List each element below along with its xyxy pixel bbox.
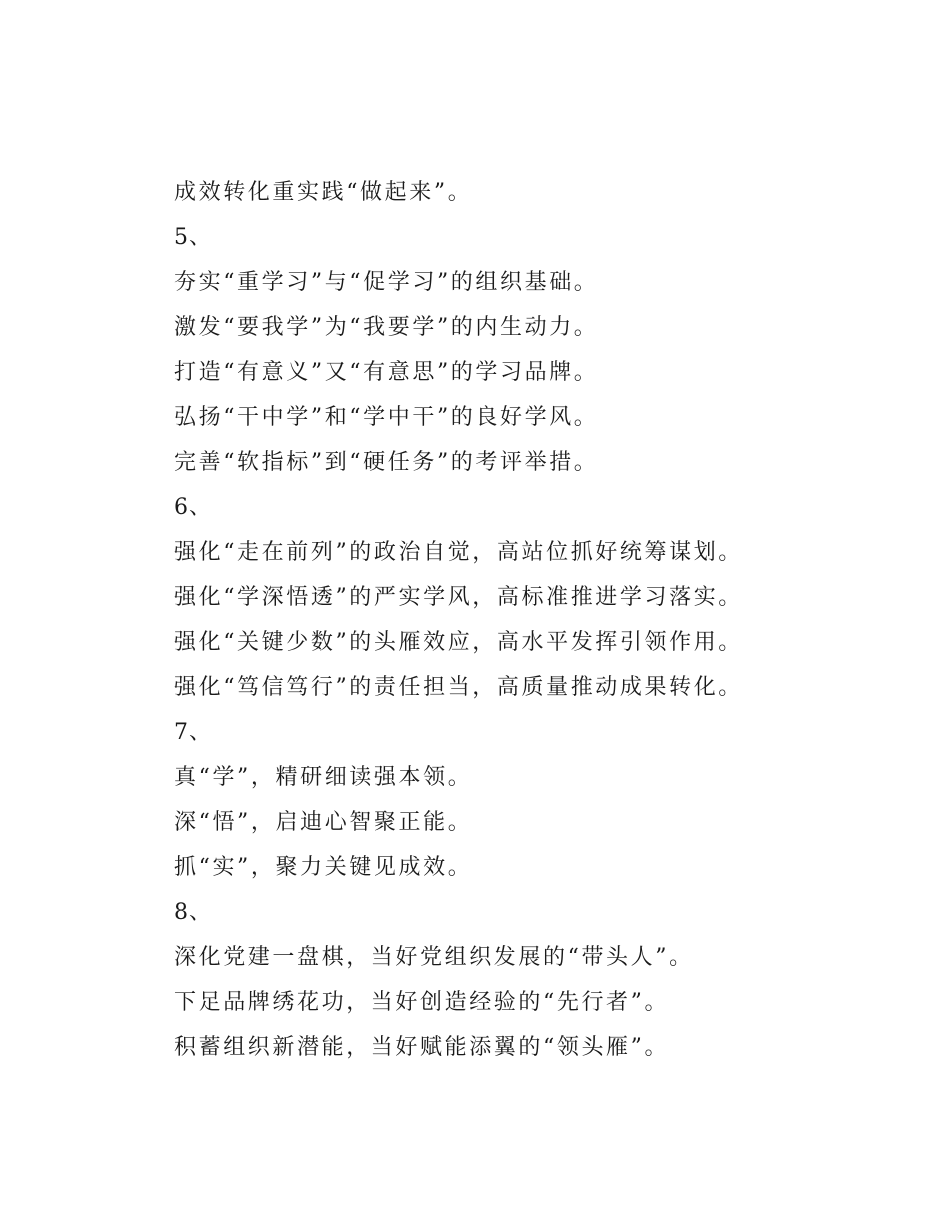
text-line: 激发“要我学”为“我要学”的内生动力。 [174,315,599,340]
text-line: 强化“走在前列”的政治自觉，高站位抓好统筹谋划。 [174,540,743,565]
text-line: 抓“实”，聚力关键见成效。 [174,855,473,880]
text-line: 强化“学深悟透”的严实学风，高标准推进学习落实。 [174,585,743,610]
section-number-5: 5、 [174,225,212,250]
text-line: 强化“笃信笃行”的责任担当，高质量推动成果转化。 [174,675,743,700]
text-line: 积蓄组织新潜能，当好赋能添翼的“领头雁”。 [174,1035,670,1060]
text-line: 深化党建一盘棋，当好党组织发展的“带头人”。 [174,945,694,970]
section-number-8: 8、 [174,900,212,925]
text-line: 深“悟”，启迪心智聚正能。 [174,810,473,835]
text-line: 打造“有意义”又“有意思”的学习品牌。 [174,360,599,385]
document-body [174,170,874,1070]
text-line: 成效转化重实践“做起来”。 [174,180,473,205]
text-line: 真“学”，精研细读强本领。 [174,765,473,790]
text-line: 夯实“重学习”与“促学习”的组织基础。 [174,270,599,295]
section-number-6: 6、 [174,495,212,520]
text-line: 完善“软指标”到“硬任务”的考评举措。 [174,450,599,475]
text-line: 弘扬“干中学”和“学中干”的良好学风。 [174,405,599,430]
text-line: 下足品牌绣花功，当好创造经验的“先行者”。 [174,990,670,1015]
section-number-7: 7、 [174,720,212,745]
text-line: 强化“关键少数”的头雁效应，高水平发挥引领作用。 [174,630,743,655]
